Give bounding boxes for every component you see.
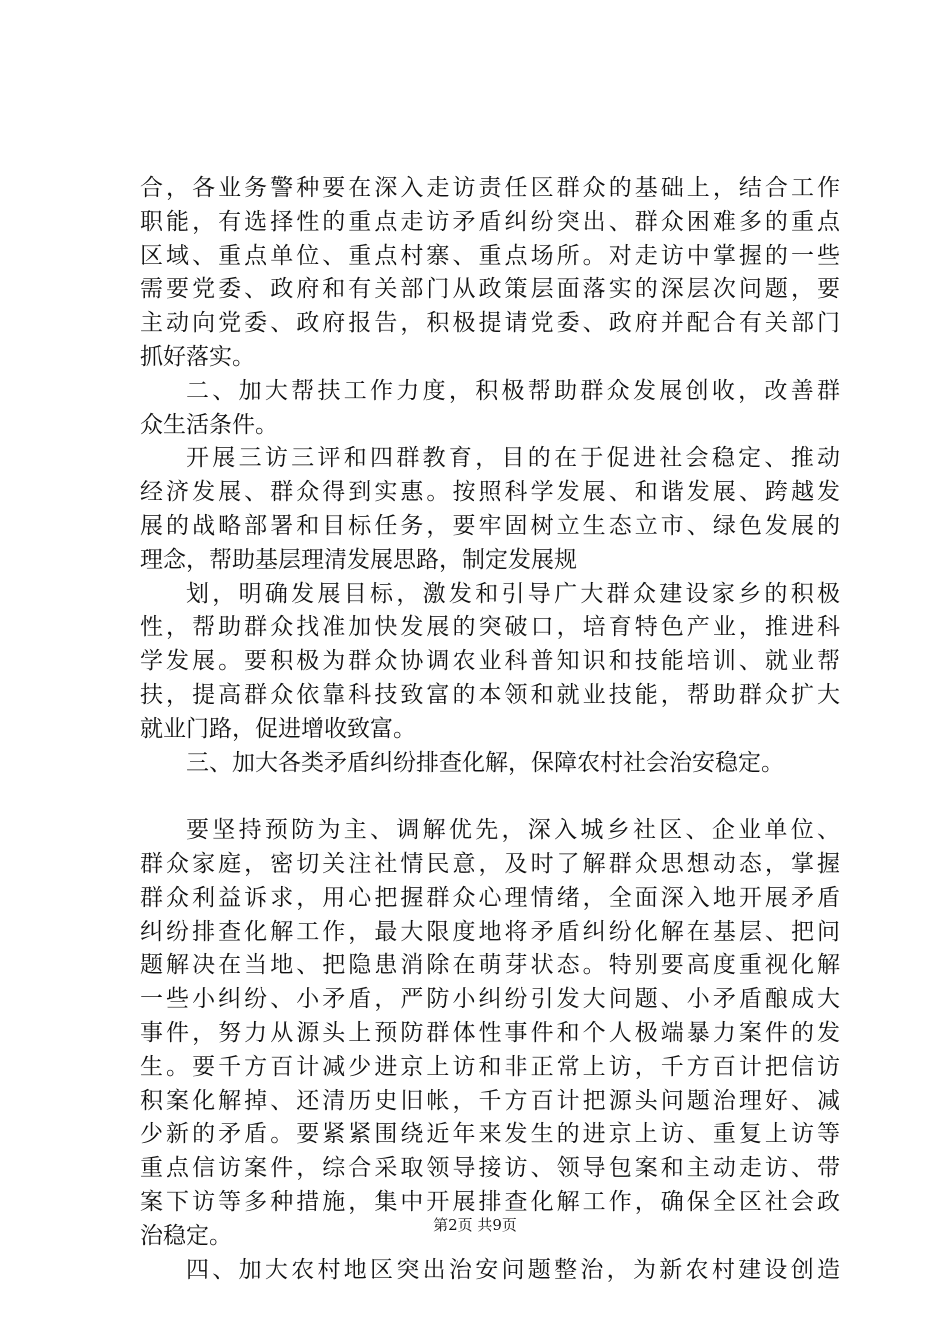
text-line: 积案化解掉、还清历史旧帐，千方百计把源头问题治理好、减	[140, 1087, 840, 1114]
text-line: 事件，努力从源头上预防群体性事件和个人极端暴力案件的发	[140, 1019, 840, 1046]
text-line: 生。要千方百计减少进京上访和非正常上访，千方百计把信访	[140, 1053, 840, 1080]
text-line: 二、加大帮扶工作力度，积极帮助群众发展创收，改善群	[186, 377, 840, 404]
paragraph	[140, 442, 840, 577]
text-line: 经济发展、群众得到实惠。按照科学发展、和谐发展、跨越发	[140, 479, 840, 506]
text-line: 要坚持预防为主、调解优先，深入城乡社区、企业单位、	[186, 817, 840, 844]
text-line: 学发展。要积极为群众协调农业科普知识和技能培训、就业帮	[140, 648, 840, 675]
text-line: 四、加大农村地区突出治安问题整治，为新农村建设创造	[186, 1256, 840, 1283]
text-line: 展的战略部署和目标任务，要牢固树立生态立市、绿色发展的	[140, 512, 840, 539]
text-line: 众生活条件。	[140, 411, 278, 438]
text-line: 群众家庭，密切关注社情民意，及时了解群众思想动态，掌握	[140, 850, 840, 877]
text-line: 三、加大各类矛盾纠纷排查化解，保障农村社会治安稳定。	[186, 749, 784, 776]
section-heading-2	[140, 375, 840, 443]
paragraph	[140, 172, 840, 375]
text-line: 治稳定。	[140, 1222, 232, 1249]
text-line: 需要党委、政府和有关部门从政策层面落实的深层次问题，要	[140, 276, 840, 303]
section-heading-4	[140, 1254, 840, 1288]
text-line: 少新的矛盾。要紧紧围绕近年来发生的进京上访、重复上访等	[140, 1121, 840, 1148]
document-body	[140, 172, 840, 1287]
paragraph	[140, 814, 840, 1253]
text-line: 开展三访三评和四群教育，目的在于促进社会稳定、推动	[186, 445, 840, 472]
text-line: 抓好落实。	[140, 343, 255, 370]
text-line: 性，帮助群众找准加快发展的突破口，培育特色产业，推进科	[140, 614, 840, 641]
paragraph	[140, 578, 840, 747]
text-line: 就业门路，促进增收致富。	[140, 715, 416, 742]
text-line: 划，明确发展目标，激发和引导广大群众建设家乡的积极	[186, 580, 840, 607]
text-line: 群众利益诉求，用心把握群众心理情绪，全面深入地开展矛盾	[140, 884, 840, 911]
page-number-footer: 第2页 共9页	[433, 1216, 517, 1234]
text-line: 案下访等多种措施，集中开展排查化解工作，确保全区社会政	[140, 1188, 840, 1215]
text-line: 理念，帮助基层理清发展思路，制定发展规	[140, 546, 577, 573]
text-line: 重点信访案件，综合采取领导接访、领导包案和主动走访、带	[140, 1155, 840, 1182]
text-line: 主动向党委、政府报告，积极提请党委、政府并配合有关部门	[140, 310, 840, 337]
text-line: 扶，提高群众依靠科技致富的本领和就业技能，帮助群众扩大	[140, 681, 840, 708]
text-line: 纠纷排查化解工作，最大限度地将矛盾纠纷化解在基层、把问	[140, 918, 840, 945]
text-line: 职能，有选择性的重点走访矛盾纠纷突出、群众困难多的重点	[140, 208, 840, 235]
blank-line	[140, 780, 840, 814]
text-line: 合，各业务警种要在深入走访责任区群众的基础上，结合工作	[140, 175, 840, 201]
text-line: 区域、重点单位、重点村寨、重点场所。对走访中掌握的一些	[140, 242, 840, 269]
text-line: 题解决在当地、把隐患消除在萌芽状态。特别要高度重视化解	[140, 952, 840, 979]
text-line: 一些小纠纷、小矛盾，严防小纠纷引发大问题、小矛盾酿成大	[140, 986, 840, 1013]
section-heading-3	[140, 747, 840, 781]
